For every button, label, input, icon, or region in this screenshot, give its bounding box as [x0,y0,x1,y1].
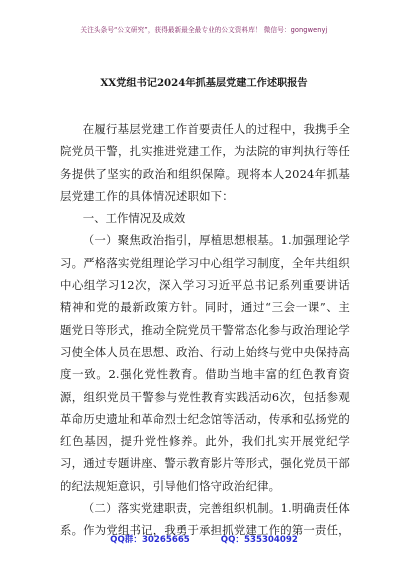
section-heading: 一、工作情况及成效 [82,211,186,226]
intro-paragraph: 在履行基层党建工作首要责任人的过程中，我携手全院党员干警，扎实推进党建工作，为法院的审判执行等任务提供了坚实的政治和组织保障。现将本人2024年抓基层党建工作的具体情况述职如下： [60,122,350,203]
footer-contact [0,533,408,545]
header-banner: 关注头条号“公文研究”，获得最新最全最专业的公文资料库！ 微信号：gongwenyj [80,26,328,34]
document-title: XX党组书记2024年抓基层党建工作述职报告 [100,77,308,89]
document-body [60,118,350,542]
body-paragraph-party-duties: （二）落实党建职责，完善组织机制。1.明确责任体系。作为党组书记，我勇于承担抓党建工作的第一责任， [60,501,350,538]
footer-qq-number: QQ：535304092 [220,535,298,545]
footer-qq-group: QQ群：30265665 [110,535,190,545]
body-paragraph-political-guidance: （一）聚焦政治指引，厚植思想根基。1.加强理论学习。严格落实党组理论学习中心组学习制度，全年共组织中心组学习12次，深入学习习近平总书记系列重要讲话精神和党的最新政策方针。同时，通过“三会一课”、主题党日等形式，推动全院党员干警常态化参与政治理论学习使全体人员在思想、政治、行动上始终与党中央保持高度一致。2.强化党性教育。借助当地丰富的红色教育资源，组织党员干警参与党性教育实践活动6次，包括参观革命历史遗址和革命烈士纪念馆等活动，传承和弘扬党的红色基因，提升党性修养。此外，我们扎实开展党纪学习，通过专题讲座、警示教育影片等形式，强化党员干部的纪法规矩意识，引导他们恪守政治纪律。 [60,233,350,493]
